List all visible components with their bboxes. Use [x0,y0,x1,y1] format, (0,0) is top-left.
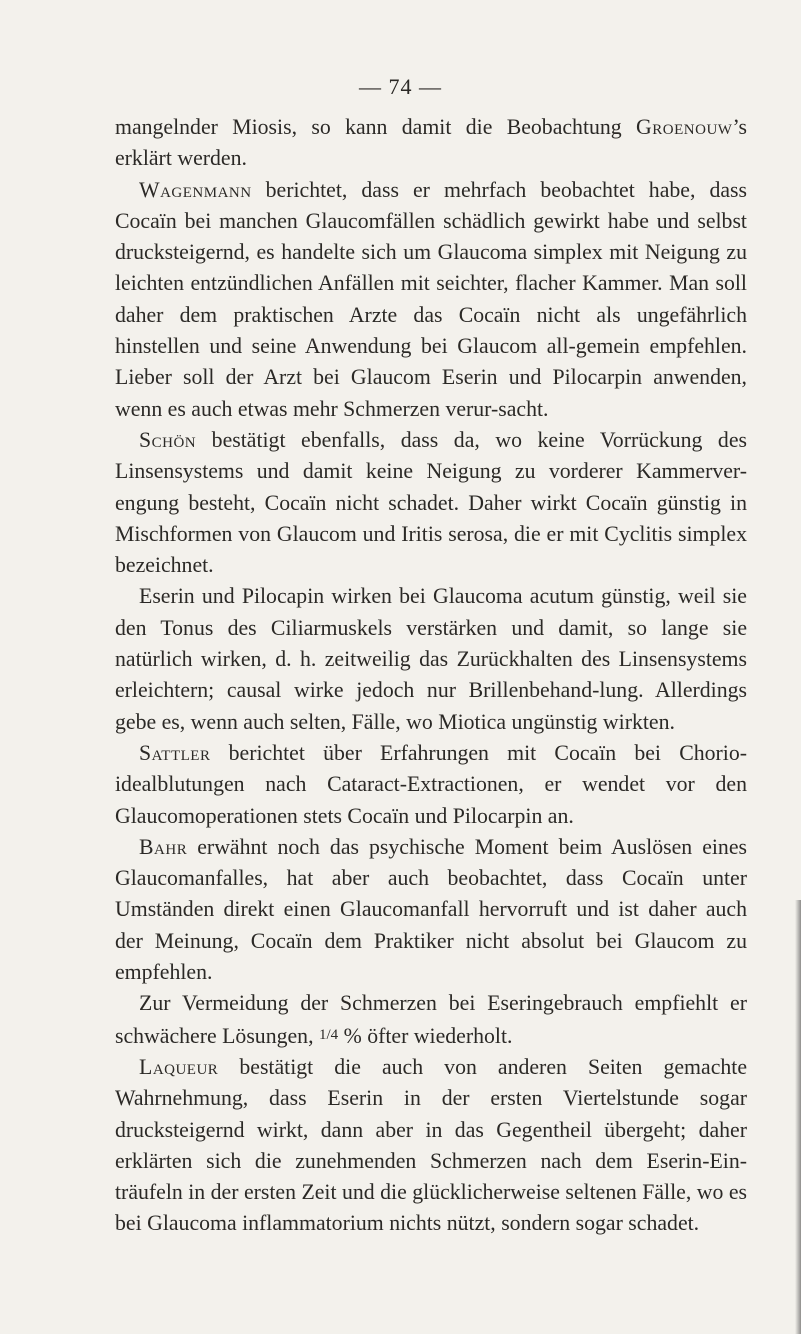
author-name: Laqueur [139,1054,219,1079]
text-segment: bestätigt ebenfalls, dass da, wo keine Vorrückung des Linsensystems und damit keine Neigung zu vorderer Kammerver-engung besteht, Cocaïn nicht schadet. Daher wirkt Cocaïn günstig in Mischformen von Glaucom und Iritis serosa, die er mit Cyclitis simplex bezeichnet. [115,427,747,578]
author-name: Schön [139,427,197,452]
text-segment: ’s erklärt werden. [115,115,747,171]
author-name: Groenouw [636,115,733,139]
text-segment: Zur Vermeidung der Schmerzen bei Eseringebrauch empfiehlt er schwächere Lösungen, [115,991,747,1048]
text-segment: berichtet über Erfahrungen mit Cocaïn bei Chorio-idealblutungen nach Cataract-Extractionen, er wendet vor den Glaucomoperationen stets Cocaïn und Pilocarpin an. [115,740,747,828]
text-segment: berichtet, dass er mehrfach beobachtet habe, dass Cocaïn bei manchen Glaucomfällen schädlich gewirkt habe und selbst drucksteigernd, es handelte sich um Glaucoma simplex mit Neigung zu leichten entzündlichen Anfällen mit seichter, flacher Kammer. Man soll daher dem praktischen Arzte das Cocaïn nicht als ungefährlich hinstellen und seine Anwendung bei Glaucom all-gemein empfehlen. Lieber soll der Arzt bei Glaucom Eserin und Pilocarpin anwenden, wenn es auch etwas mehr Schmerzen verur-sacht. [115,177,747,421]
paragraph [115,425,747,581]
fraction: 1/4 [318,1026,339,1043]
paragraph [115,1052,747,1240]
paragraph [115,832,747,988]
paragraph [115,175,747,425]
paragraph [115,112,747,175]
paragraph [115,988,747,1052]
text-segment: Eserin und Pilocapin wirken bei Glaucoma acutum günstig, weil sie den Tonus des Ciliarmuskels verstärken und damit, so lange sie natürlich wirken, d. h. zeitweilig das Zurückhalten des Linsensystems erleichtern; causal wirke jedoch nur Brillenbehand-lung. Allerdings gebe es, wenn auch selten, Fälle, wo Miotica ungünstig wirkten. [115,584,747,734]
paragraph [115,738,747,832]
author-name: Wagenmann [139,177,252,202]
page-edge-shadow [795,900,801,1334]
text-segment: % öfter wiederholt. [338,1023,513,1048]
body-text [115,112,747,1240]
text-segment: mangelnder Miosis, so kann damit die Beobachtung [115,115,637,139]
page-number: — 74 — [359,74,442,99]
author-name: Bahr [139,834,188,859]
text-segment: erwähnt noch das psychische Moment beim Auslösen eines Glaucomanfalles, hat aber auch beobachtet, dass Cocaïn unter Umständen direkt einen Glaucomanfall hervorruft und ist daher auch der Meinung, Cocaïn dem Praktiker nicht absolut bei Glaucom zu empfehlen. [115,834,747,985]
author-name: Sattler [139,740,211,765]
text-segment: bestätigt die auch von anderen Seiten gemachte Wahrnehmung, dass Eserin in der ersten Viertelstunde sogar drucksteigernd wirkt, dann aber in das Gegentheil übergeht; daher erklärten sich die zunehmenden Schmerzen nach dem Eserin-Ein-träufeln in der ersten Zeit und die glücklicherweise seltenen Fälle, wo es bei Glaucoma inflammatorium nichts nützt, sondern sogar schadet. [115,1054,747,1236]
paragraph [115,581,747,737]
